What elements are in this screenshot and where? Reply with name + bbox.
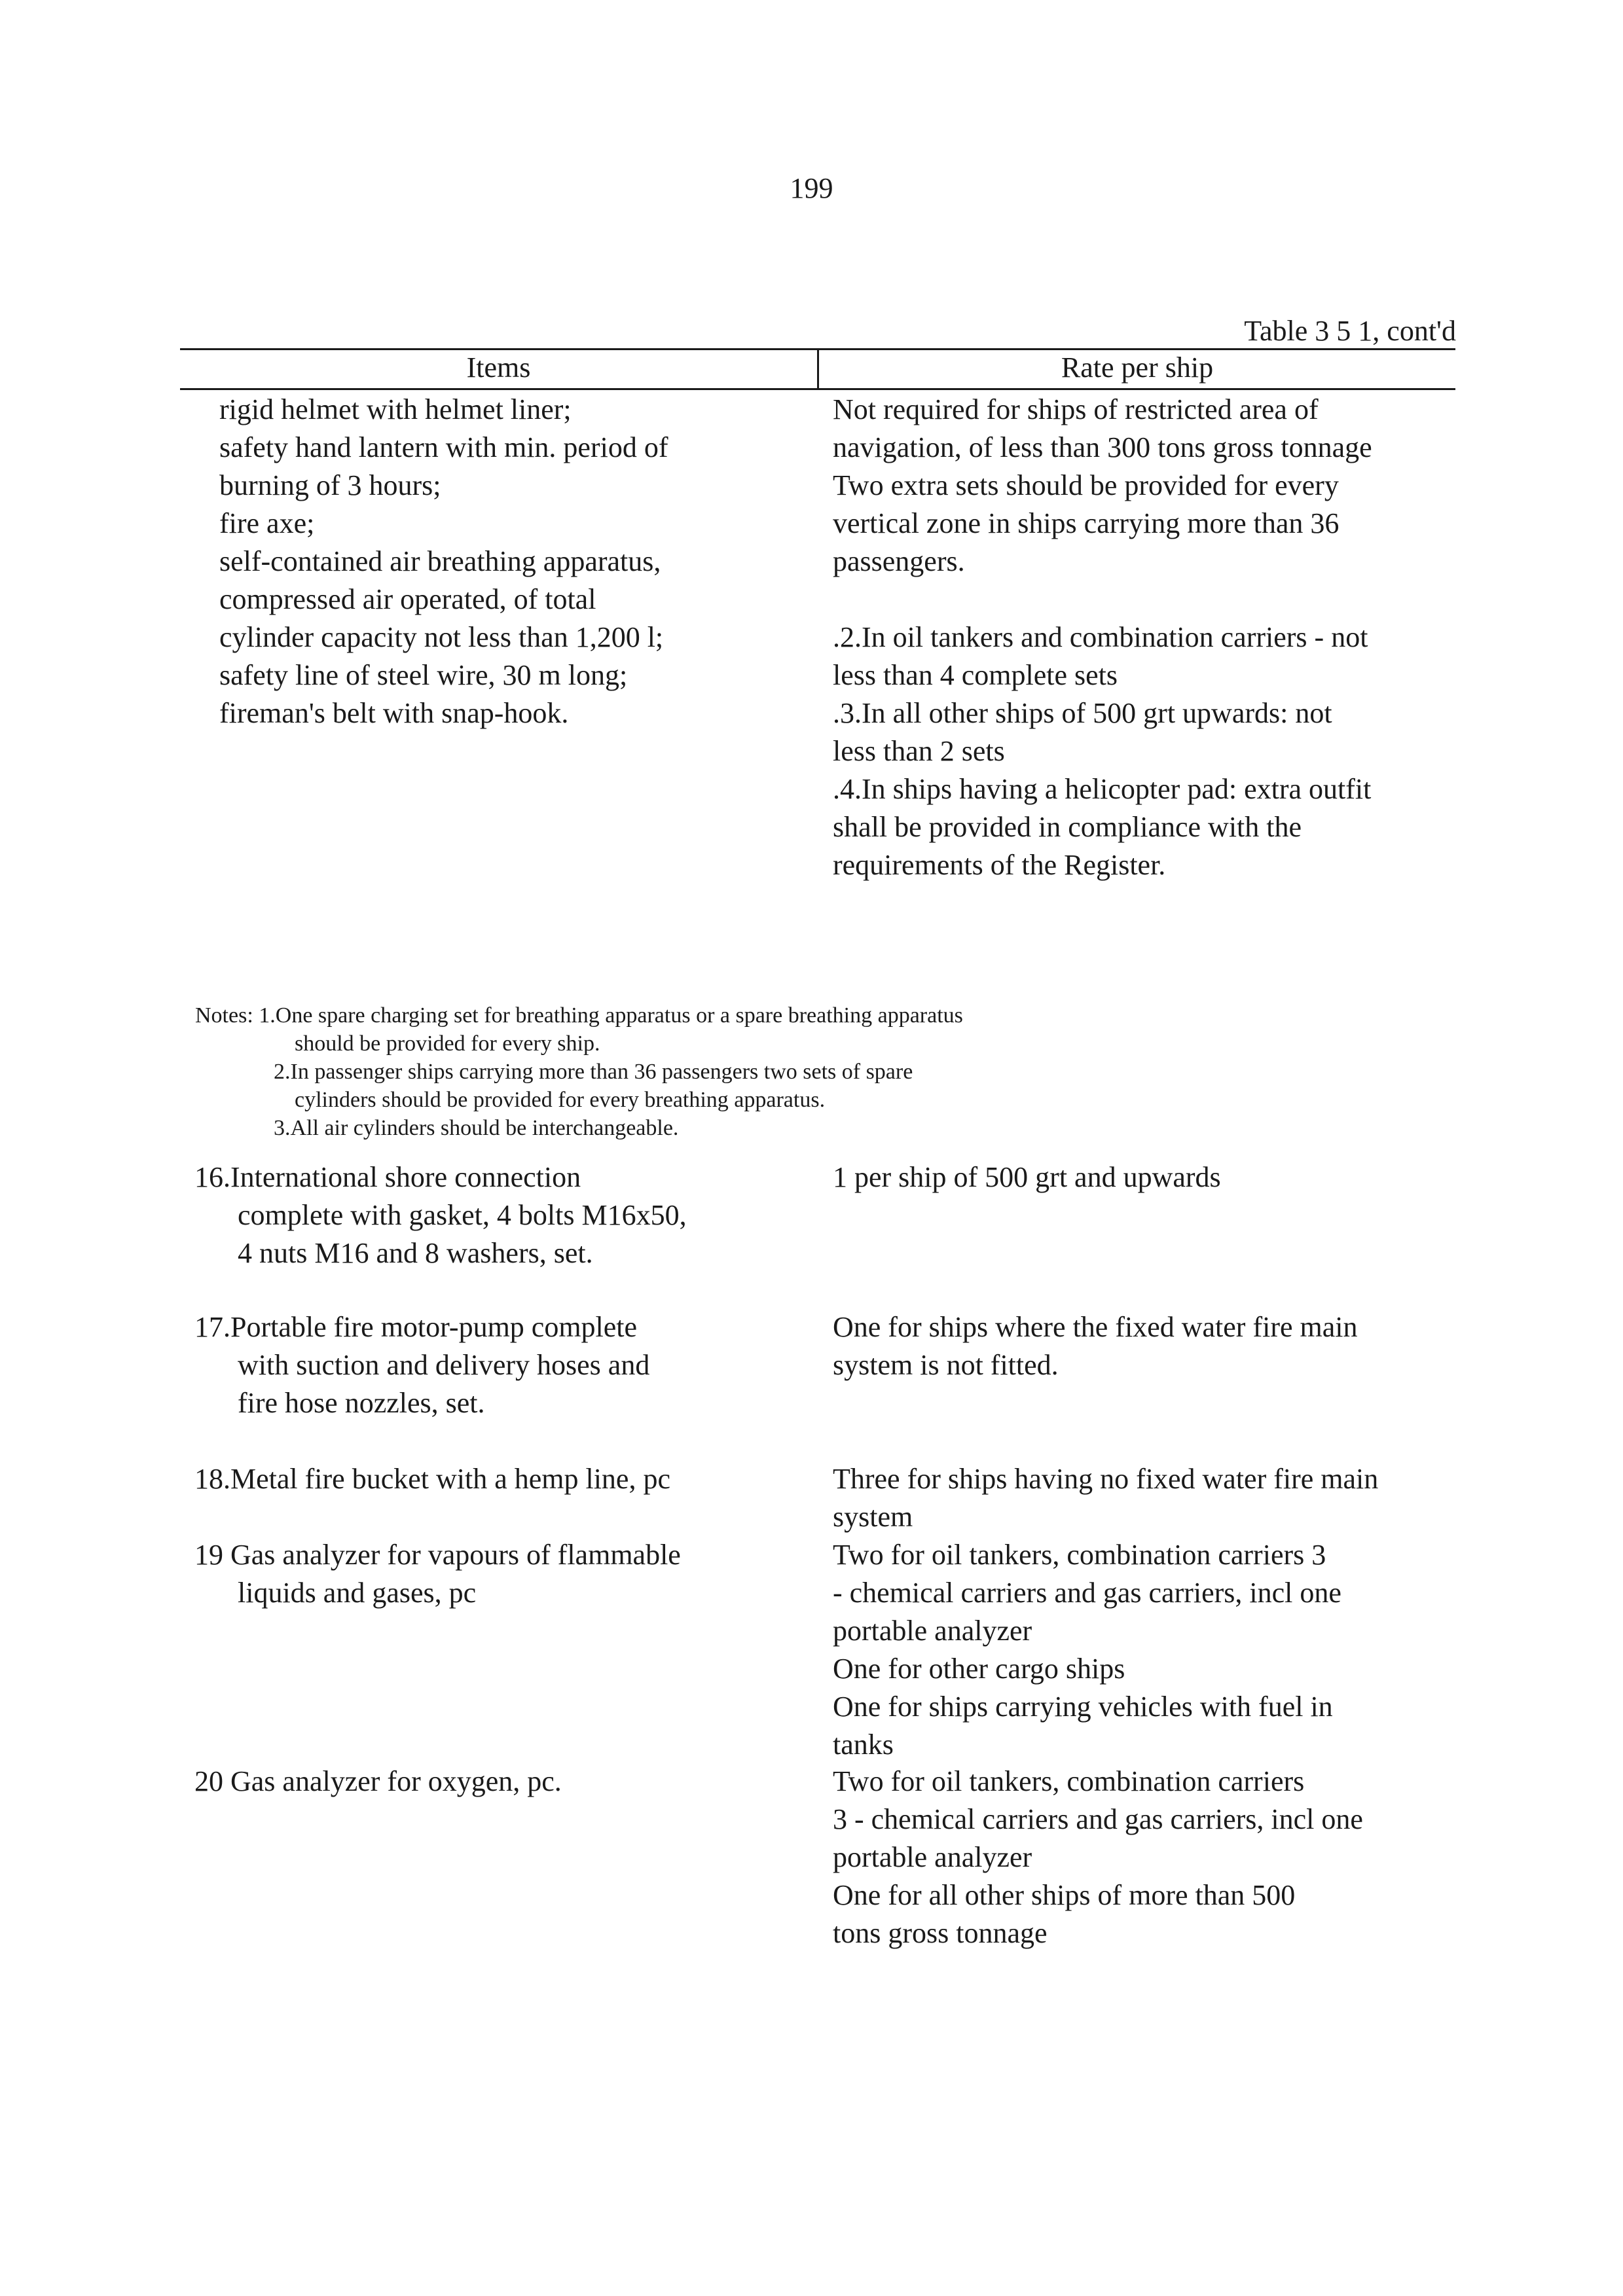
row-20-rate [833, 1763, 1363, 1952]
item-line: 4 nuts M16 and 8 washers, set. [238, 1237, 593, 1269]
rate-line: Three for ships having no fixed water fire main [833, 1463, 1379, 1495]
rate-line: One for ships where the fixed water fire main [833, 1311, 1358, 1343]
table-caption: Table 3 5 1, cont'd [1244, 315, 1456, 347]
table-header-bottom-rule [180, 388, 1455, 390]
row-19-rate [833, 1536, 1341, 1764]
rate-line: Two for oil tankers, combination carriers [833, 1765, 1305, 1797]
item-line: liquids and gases, pc [238, 1577, 477, 1609]
note-line: 3.All air cylinders should be interchangeable. [274, 1116, 679, 1140]
row-19-items [194, 1536, 681, 1612]
row-17-items [194, 1308, 649, 1422]
rate-line: .3.In all other ships of 500 grt upwards: not [833, 697, 1332, 729]
rate-line: system is not fitted. [833, 1349, 1059, 1381]
item-line: 16.International shore connection [194, 1161, 581, 1193]
rate-line: system [833, 1501, 913, 1533]
rate-line: 1 per ship of 500 grt and upwards [833, 1161, 1221, 1193]
item-line: 18.Metal fire bucket with a hemp line, pc [194, 1463, 670, 1495]
rate-line: - chemical carriers and gas carriers, incl one [833, 1577, 1341, 1609]
row-20-items [194, 1763, 562, 1801]
item-line: rigid helmet with helmet liner; [219, 393, 572, 425]
rate-line: One for ships carrying vehicles with fuel in [833, 1691, 1333, 1723]
item-line: with suction and delivery hoses and [238, 1349, 650, 1381]
column-header-rate: Rate per ship [1061, 351, 1214, 384]
rate-line: tanks [833, 1729, 894, 1761]
rate-line: tons gross tonnage [833, 1917, 1048, 1949]
item-line: complete with gasket, 4 bolts M16x50, [238, 1199, 687, 1231]
rate-line: Not required for ships of restricted area of [833, 393, 1319, 425]
item-line: 20 Gas analyzer for oxygen, pc. [194, 1765, 562, 1797]
row-18-items [194, 1460, 670, 1498]
item-line: fire hose nozzles, set. [238, 1387, 485, 1419]
item-line: 19 Gas analyzer for vapours of flammable [194, 1539, 681, 1571]
page-number: 199 [790, 172, 833, 204]
note-line: should be provided for every ship. [295, 1031, 600, 1056]
item-line: fireman's belt with snap-hook. [219, 697, 569, 729]
rate-line: portable analyzer [833, 1841, 1032, 1873]
row-18-rate [833, 1460, 1378, 1536]
item-line: self-contained air breathing apparatus, [219, 545, 661, 577]
row-16-rate [833, 1158, 1221, 1196]
rate-line: passengers. [833, 545, 965, 577]
rate-line: vertical zone in ships carrying more than 36 [833, 507, 1340, 539]
rate-line: 3 - chemical carriers and gas carriers, incl one [833, 1803, 1363, 1835]
table-notes [195, 1001, 963, 1142]
item-line: compressed air operated, of total [219, 583, 596, 615]
note-line: cylinders should be provided for every breathing apparatus. [295, 1088, 826, 1112]
item-line: safety line of steel wire, 30 m long; [219, 659, 628, 691]
rate-line: .2.In oil tankers and combination carriers - not [833, 621, 1368, 653]
rate-line: Two for oil tankers, combination carriers 3 [833, 1539, 1326, 1571]
rate-line: One for other cargo ships [833, 1653, 1125, 1685]
column-header-items: Items [466, 351, 531, 384]
rate-line: shall be provided in compliance with the [833, 811, 1302, 843]
row-firefighter-outfit-rate-general [833, 391, 1372, 581]
note-line: 2.In passenger ships carrying more than 36 passengers two sets of spare [274, 1060, 913, 1084]
rate-line: portable analyzer [833, 1615, 1032, 1647]
item-line: cylinder capacity not less than 1,200 l; [219, 621, 664, 653]
row-firefighter-outfit-items [219, 391, 668, 732]
rate-line: navigation, of less than 300 tons gross tonnage [833, 431, 1372, 463]
row-16-items [194, 1158, 687, 1272]
rate-line: One for all other ships of more than 500 [833, 1879, 1296, 1911]
row-17-rate [833, 1308, 1357, 1384]
item-line: burning of 3 hours; [219, 469, 441, 501]
item-line: safety hand lantern with min. period of [219, 431, 668, 463]
row-firefighter-outfit-rate-subitems [833, 619, 1371, 884]
rate-line: less than 2 sets [833, 735, 1005, 767]
rate-line: Two extra sets should be provided for every [833, 469, 1339, 501]
item-line: fire axe; [219, 507, 315, 539]
rate-line: .4.In ships having a helicopter pad: extra outfit [833, 773, 1372, 805]
rate-line: less than 4 complete sets [833, 659, 1118, 691]
item-line: 17.Portable fire motor-pump complete [194, 1311, 638, 1343]
rate-line: requirements of the Register. [833, 849, 1166, 881]
note-line: Notes: 1.One spare charging set for breathing apparatus or a spare breathing apparatus [195, 1003, 963, 1028]
